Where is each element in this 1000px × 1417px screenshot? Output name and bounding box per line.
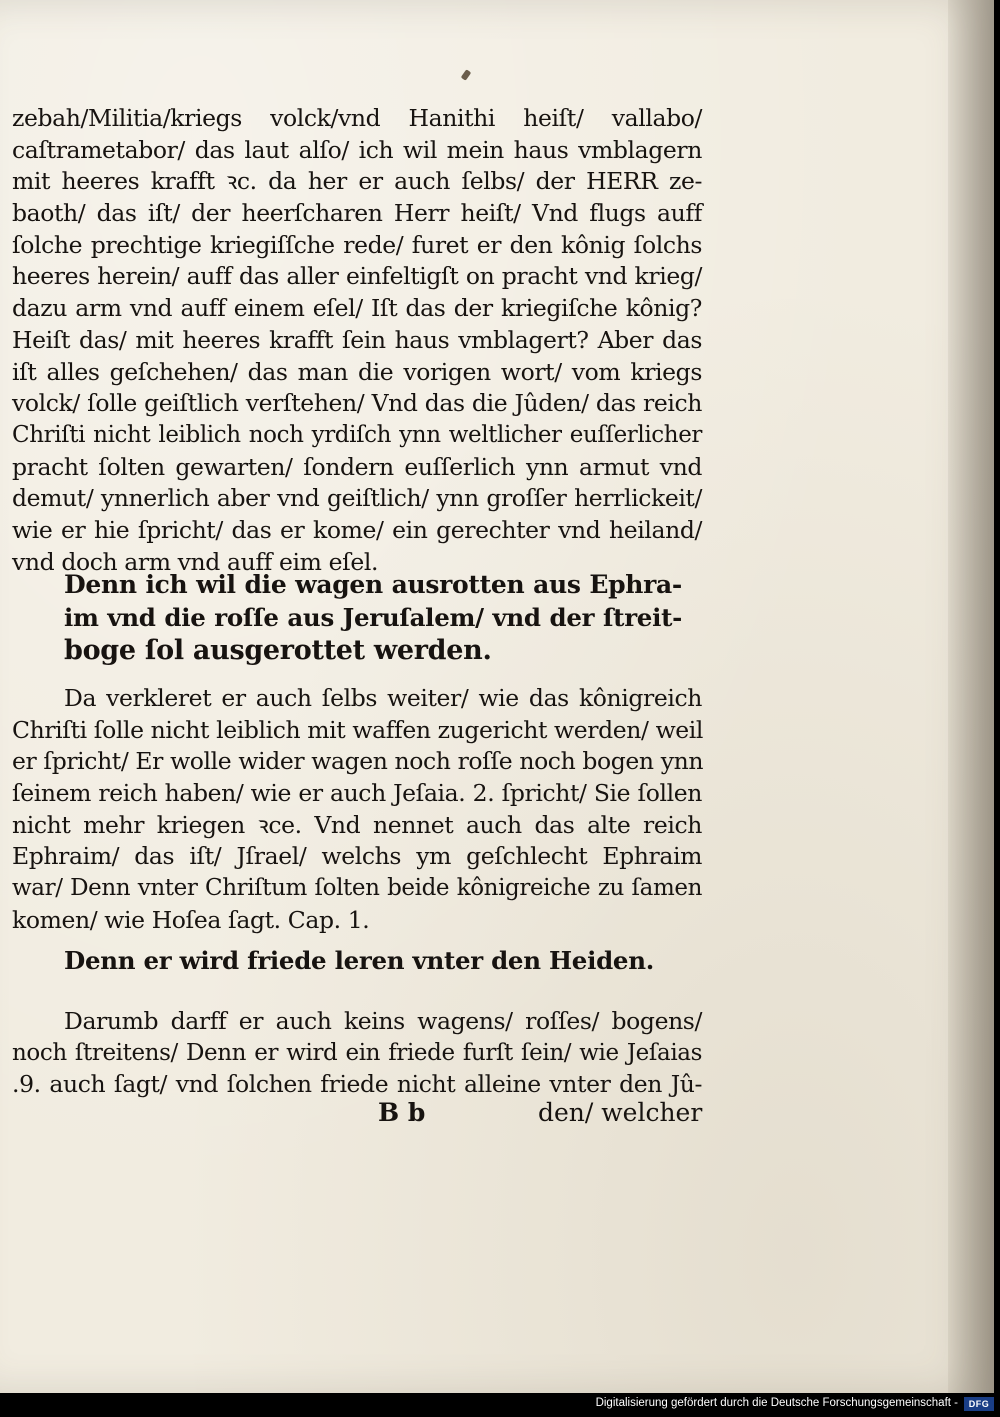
text-line: Heiſt das/ mit heeres krafft ſein haus vmblagert? Aber das — [12, 325, 702, 354]
text-line: pracht ſolten gewarten/ ſondern euſſerlich ynn armut vnd — [12, 452, 702, 481]
signature-mark: B b — [378, 1098, 426, 1127]
paragraph-3 — [12, 1006, 702, 1101]
text-line: baoth/ das iſt/ der heerſcharen Herr heiſt/ Vnd flugs auff — [12, 199, 702, 228]
heading-line-last: Denn er wird friede leren vnter den Heiden. — [64, 946, 654, 975]
text-line: Darumb darff er auch keins wagens/ roſſes/ bogens/ — [64, 1007, 702, 1035]
paragraph-2 — [12, 683, 702, 937]
catchword: den/ welcher — [538, 1098, 703, 1127]
text-line: Chriſti nicht leiblich noch yrdiſch ynn weltlicher euſſerlicher — [12, 421, 702, 448]
text-line: .9. auch ſagt/ vnd ſolchen friede nicht alleine vnter den Jû- — [12, 1070, 702, 1099]
scripture-heading-2 — [64, 944, 654, 977]
text-line: noch ſtreitens/ Denn er wird ein friede furſt ſein/ wie Jeſaias — [12, 1039, 702, 1066]
page-edge-shadow — [948, 0, 994, 1393]
text-line: Chriſti ſolle nicht leiblich mit waffen zugericht werden/ weil — [12, 715, 704, 744]
text-line: heeres herein/ auff das aller einfeltigſt on pracht vnd krieg/ — [12, 262, 702, 291]
scripture-heading-1 — [64, 568, 682, 667]
dfg-logo: DFG — [964, 1397, 994, 1411]
text-line-last: komen/ wie Hoſea ſagt. Cap. 1. — [12, 905, 370, 934]
text-line: iſt alles geſchehen/ das man die vorigen wort/ vom kriegs — [12, 357, 702, 386]
text-line: wie er hie ſpricht/ das er kome/ ein gerechter vnd heiland/ — [12, 515, 702, 544]
text-line: Da verkleret er auch ſelbs weiter/ wie das kônigreich — [64, 684, 702, 712]
funding-notice: Digitalisierung gefördert durch die Deutsche Forschungsgemeinschaft - — [595, 1397, 958, 1409]
heading-line: im vnd die roſſe aus Jeruſalem/ vnd der ſtreit- — [64, 603, 682, 632]
text-line: war/ Denn vnter Chriſtum ſolten beide kônigreiche zu ſamen — [12, 875, 702, 902]
text-line: nicht mehr kriegen ꝛce. Vnd nennet auch das alte reich — [12, 810, 702, 839]
paragraph-1 — [12, 103, 702, 578]
footer-bar — [0, 1393, 1000, 1417]
text-line: caſtrametabor/ das laut alſo/ ich wil mein haus vmblagern — [12, 135, 702, 164]
text-line: mit heeres krafft ꝛc. da her er auch ſelbs/ der HERR ze- — [12, 167, 702, 196]
text-line: volck/ ſolle geiſtlich verſtehen/ Vnd das die Jûden/ das reich — [12, 389, 702, 418]
text-line: ſeinem reich haben/ wie er auch Jeſaia. 2. ſpricht/ Sie ſollen — [12, 779, 702, 808]
heading-line-last: boge ſol ausgerottet werden. — [64, 635, 492, 666]
text-line: Ephraim/ das iſt/ Jſrael/ welchs ym geſchlecht Ephraim — [12, 842, 702, 871]
text-line: er ſpricht/ Er wolle wider wagen noch roſſe noch bogen ynn — [12, 747, 704, 776]
text-line: demut/ ynnerlich aber vnd geiſtlich/ ynn groſſer herrlickeit/ — [12, 484, 702, 513]
ink-mark — [461, 69, 472, 81]
text-line: dazu arm vnd auff einem eſel/ Iſt das der kriegiſche kônig? — [12, 294, 702, 323]
text-line: zebah/Militia/kriegs volck/vnd Hanithi heiſt/ vallabo/ — [12, 104, 702, 132]
heading-line: Denn ich wil die wagen ausrotten aus Ephra- — [64, 570, 682, 599]
text-line-last: vnd doch arm vnd auff eim eſel. — [12, 547, 379, 576]
text-line: ſolche prechtige kriegiſſche rede/ furet er den kônig ſolchs — [12, 230, 702, 259]
